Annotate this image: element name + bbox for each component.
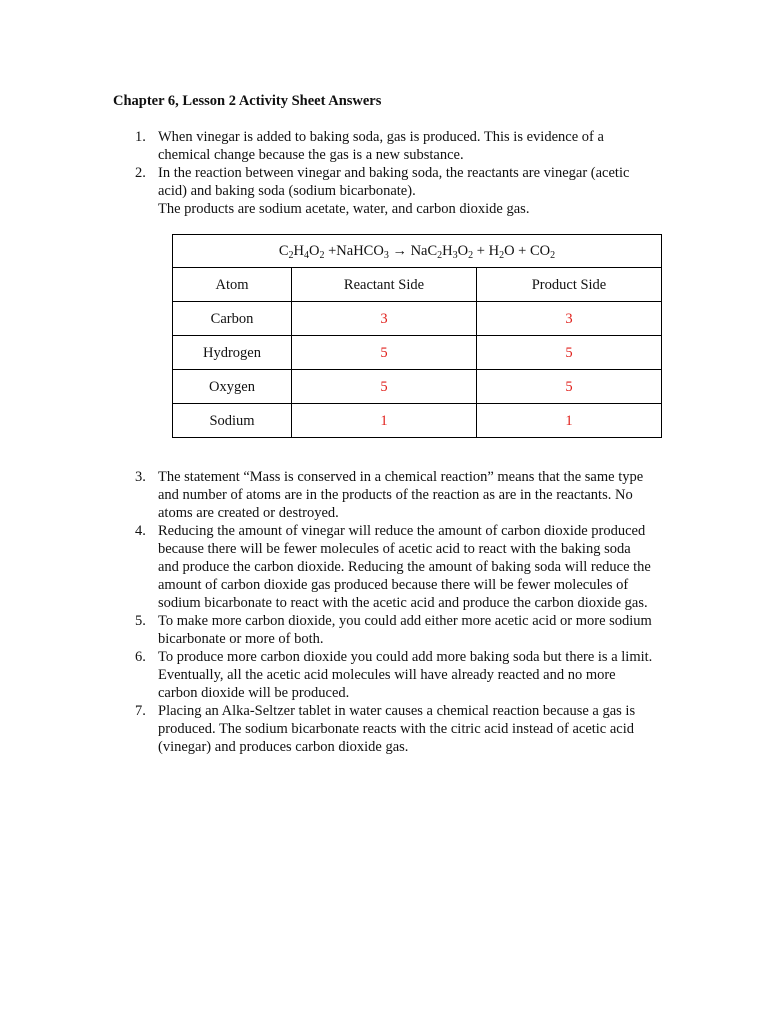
atom-name: Carbon (173, 302, 292, 336)
product-count: 5 (477, 336, 662, 370)
answer-text: When vinegar is added to baking soda, gas is produced. This is evidence of a chemical change because the gas is a new substance. (158, 129, 604, 163)
chemical-equation: $C_2H_4O_2$ +NaHCO$_3$ → $NaC_2H_3O_2 + H_2O + CO_2$ (173, 235, 662, 268)
answer-text: Reducing the amount of vinegar will reduce the amount of carbon dioxide produced because there will be fewer molecules of acetic acid to react with the baking soda and produce the carbon dioxide. Reducing the amount of baking soda will reduce the amount of carbon dioxide gas produced because there will be fewer molecules of sodium bicarbonate to react with the acetic acid and produce the carbon dioxide gas. (158, 523, 651, 611)
answer-list-part-2 (114, 468, 654, 756)
answer-item (114, 522, 654, 612)
answer-list-part-1 (114, 128, 654, 218)
column-header-atom: Atom (173, 268, 292, 302)
atom-name: Sodium (173, 404, 292, 438)
answer-item (114, 164, 654, 218)
answer-item (114, 612, 654, 648)
answer-text: To produce more carbon dioxide you could add more baking soda but there is a limit. Eventually, all the acetic acid molecules will have already reacted and no more carbon dioxide will be produced. (158, 649, 653, 701)
column-header-reactant-side: Reactant Side (292, 268, 477, 302)
answer-item (114, 702, 654, 756)
answer-text-continued: The products are sodium acetate, water, and carbon dioxide gas. (158, 201, 530, 217)
answer-item (114, 128, 654, 164)
answer-number: 4. (135, 523, 146, 539)
answer-number: 5. (135, 613, 146, 629)
answer-number: 1. (135, 129, 146, 145)
answer-text: To make more carbon dioxide, you could add either more acetic acid or more sodium bicarbonate or more of both. (158, 613, 652, 647)
answer-text: In the reaction between vinegar and baking soda, the reactants are vinegar (acetic acid) and baking soda (sodium bicarbonate). (158, 165, 630, 199)
answer-text: The statement “Mass is conserved in a chemical reaction” means that the same type and number of atoms are in the products of the reaction as are in the reactants. No atoms are created or destroyed. (158, 469, 644, 521)
reactant-count: 5 (292, 336, 477, 370)
atom-count-table (172, 234, 662, 438)
table-row (173, 404, 662, 438)
reactant-count: 1 (292, 404, 477, 438)
arrow-icon: → (388, 243, 411, 259)
answer-number: 6. (135, 649, 146, 665)
reactant-count: 5 (292, 370, 477, 404)
column-header-product-side: Product Side (477, 268, 662, 302)
page-title: Chapter 6, Lesson 2 Activity Sheet Answers (113, 93, 382, 109)
answer-item (114, 648, 654, 702)
table-row (173, 302, 662, 336)
atom-name: Hydrogen (173, 336, 292, 370)
table-row (173, 336, 662, 370)
answer-number: 3. (135, 469, 146, 485)
product-count: 3 (477, 302, 662, 336)
answer-number: 7. (135, 703, 146, 719)
table-row (173, 370, 662, 404)
answer-item (114, 468, 654, 522)
reactant-count: 3 (292, 302, 477, 336)
answer-text: Placing an Alka-Seltzer tablet in water causes a chemical reaction because a gas is produced. The sodium bicarbonate reacts with the citric acid instead of acetic acid (vinegar) and produces carbon dioxide gas. (158, 703, 636, 755)
product-count: 1 (477, 404, 662, 438)
answer-number: 2. (135, 165, 146, 181)
header-row (173, 268, 662, 302)
equation-row (173, 235, 662, 268)
atom-name: Oxygen (173, 370, 292, 404)
product-count: 5 (477, 370, 662, 404)
